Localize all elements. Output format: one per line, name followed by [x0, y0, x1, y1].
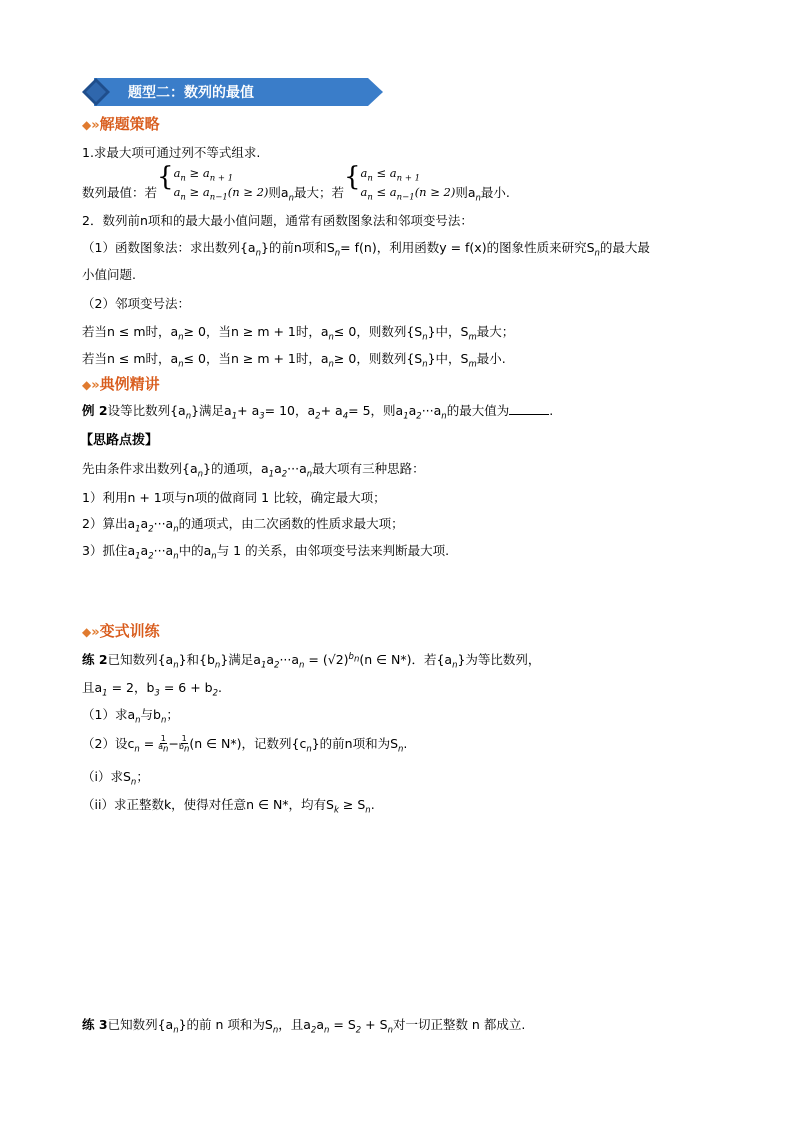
strategy-p4: （1）函数图象法：求出数列$\{a_n\}$的前n项和$S_n= f(n)$，利用函数y = f(x)的图象性质来研究$S_n$的最大最 [82, 240, 650, 259]
diamond-icon: ◆ [82, 378, 92, 392]
strategy-p5: 小值问题. [82, 267, 136, 282]
tip-line-3: 2）算出$a_1a_2\cdot\cdot\cdot a_n$的通项式，由二次函数的性质求最大项； [82, 516, 404, 535]
practice-2-q1: （1）求$a_n$与$b_n$； [82, 707, 179, 726]
double-chevron-icon: » [91, 378, 100, 393]
double-chevron-icon: » [91, 118, 100, 133]
double-chevron-icon: » [91, 625, 100, 640]
strategy-heading: ◆»解题策略 [82, 115, 160, 133]
banner-title: 题型二：数列的最值 [128, 85, 254, 101]
practice-heading: ◆»变式训练 [82, 622, 160, 640]
section-banner [80, 76, 385, 108]
practice-2-qi: （i）求$S_n$； [82, 769, 149, 788]
tip-heading: 【思路点拨】 [80, 433, 159, 448]
tip-line-2: 1）利用n + 1项与n项的做商同 1 比较，确定最大项； [82, 490, 386, 505]
strategy-p7: 若当n ≤ m时，$a_n\ge 0$，当n ≥ m + 1时，$a_n\le 0$，则数列$\{S_n\}$中，$S_m$最大； [82, 324, 515, 343]
practice-2-line-2: 且$a_1 = 2$，$b_3 = 6 + b_2$. [82, 680, 222, 699]
diamond-icon: ◆ [82, 625, 92, 639]
practice-2-qii: （ii）求正整数k，使得对任意n ∈ N*，均有$S_k \ge S_n$. [82, 797, 375, 816]
practice-2-line-1: 练 2已知数列$\{a_n\}$和$\{b_n\}$满足$a_1a_2\cdot\cdot\cdot a_n = (√2)^{b_n}(n$ ∈ N*)．若$\{a_n\}$为等比数列， [82, 651, 541, 671]
diamond-icon: ◆ [82, 118, 92, 132]
practice-2-q2: （2）设$c_n = \frac{1}{a_n}-\frac{1}{b_n}(n$ ∈ N*)，记数列$\{c_n\}$的前n项和为$S_n$. [82, 734, 408, 755]
tip-line-4: 3）抓住$a_1a_2\cdot\cdot\cdot a_n$中的$a_n$与 1 的关系，由邻项变号法来判断最大项. [82, 543, 450, 562]
strategy-p6: （2）邻项变号法： [82, 296, 190, 311]
strategy-p1: 1.求最大项可通过列不等式组求. [82, 145, 261, 160]
tip-line-1: 先由条件求出数列$\{a_n\}$的通项，$a_1a_2\cdot\cdot\cdot a_n$最大项有三种思路： [82, 461, 425, 480]
practice-3: 练 3已知数列$\{a_n\}$的前 n 项和为$S_n$，且$a_2a_n = S_2 + S_n$对一切正整数 n 都成立. [82, 1017, 526, 1036]
example-heading: ◆»典例精讲 [82, 375, 160, 393]
strategy-p8: 若当n ≤ m时，$a_n\le 0$，当n ≥ m + 1时，$a_n\ge 0$，则数列$\{S_n\}$中，$S_m$最小. [82, 351, 506, 370]
answer-blank [509, 404, 549, 415]
strategy-p3: 2．数列前n项和的最大最小值问题，通常有函数图象法和邻项变号法： [82, 213, 473, 228]
example-question: 例 2设等比数列$\{a_n\}$满足$a_1+ a_3= 10$，$a_2+ a_4= 5$，则$a_1a_2\cdot\cdot\cdot a_n$的最大值为 . [82, 403, 554, 422]
strategy-p2: 数列最值：若{$a_n \ge a_{n + 1}$ $a_n \ge a_{n-1}(n \ge 2)$则$a_n$最大；若{$a_n \le a_{n + 1}$ $a_n \le a_{n-1}(n \ge 2)$则$a_n$最小. [82, 161, 510, 204]
